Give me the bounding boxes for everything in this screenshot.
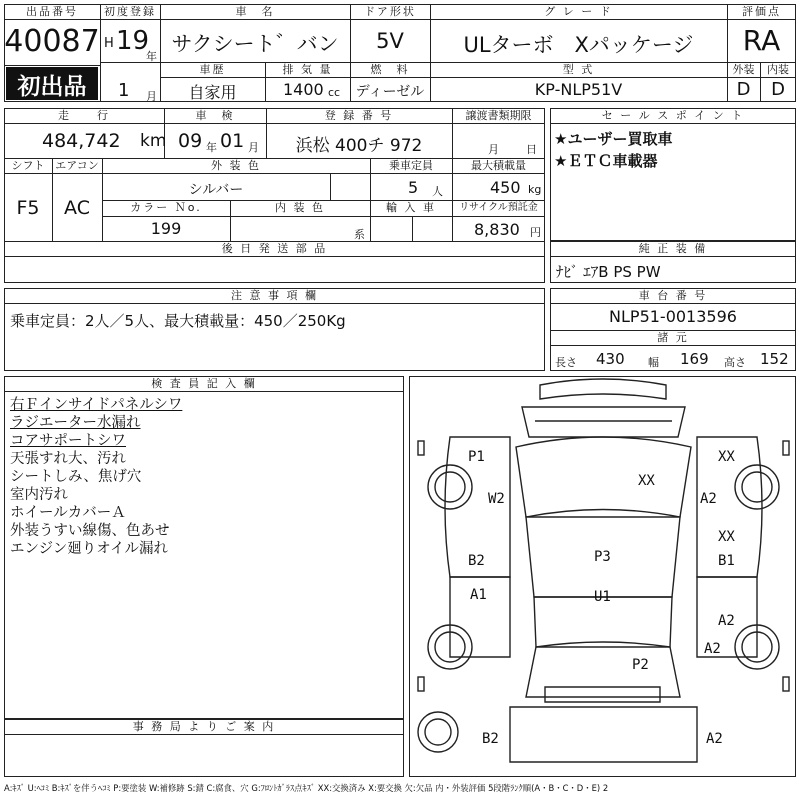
height-label: 高さ bbox=[724, 356, 746, 369]
recycle-unit: 円 bbox=[530, 226, 541, 239]
max-load: 450 bbox=[490, 178, 521, 197]
int-color-unit: 系 bbox=[354, 228, 365, 241]
exterior-label: 外装 bbox=[732, 63, 755, 76]
lot-no-label: 出品番号 bbox=[26, 5, 78, 18]
transfer-month-unit: 月 bbox=[488, 143, 499, 156]
mark-b1: B1 bbox=[718, 553, 735, 569]
sales-points-label: セ ー ル ス ポ イ ン ト bbox=[601, 109, 745, 122]
lot-no: 40087 bbox=[4, 24, 100, 59]
sales-point-item: ★ＥＴＣ車載器 bbox=[554, 152, 658, 170]
sales-point-item: ★ユーザー買取車 bbox=[554, 130, 673, 148]
door-label: ドア形状 bbox=[364, 5, 416, 18]
capacity-label: 乗車定員 bbox=[389, 159, 433, 172]
shift: F5 bbox=[16, 197, 40, 219]
equipment-value: ﾅﾋﾞ ｴｱB PS PW bbox=[556, 263, 661, 281]
capacity: 5 bbox=[408, 178, 419, 197]
interior-score: D bbox=[771, 79, 785, 100]
mark-a1: A1 bbox=[470, 587, 487, 603]
inspector-item: 外装うすい線傷、色あせ bbox=[10, 523, 170, 539]
mileage-label: 走 行 bbox=[58, 109, 110, 122]
mark-a2-r1: A2 bbox=[700, 491, 717, 507]
dims-label: 諸 元 bbox=[657, 331, 689, 344]
inspection-year-unit: 年 bbox=[206, 141, 217, 154]
notes-text: 乗車定員：2人／5人、最大積載量：450／250Kg bbox=[10, 312, 346, 330]
reg-no: 浜松 400チ 972 bbox=[295, 136, 423, 156]
score-label: 評価点 bbox=[742, 5, 781, 18]
recycle-label: リサイクル預託金 bbox=[459, 202, 538, 213]
first-listing-label: 初出品 bbox=[17, 74, 87, 100]
inspection-month: 01 bbox=[220, 130, 245, 152]
sales-points-list bbox=[554, 128, 672, 172]
inspector-item: ホイールカバーＡ bbox=[10, 505, 126, 521]
chassis-number: NLP51-0013596 bbox=[609, 307, 737, 326]
fuel: ディーゼル bbox=[355, 84, 425, 100]
notes-label: 注 意 事 項 欄 bbox=[231, 289, 318, 302]
height: 152 bbox=[760, 350, 789, 368]
legend: A:ｷｽﾞ U:ﾍｺﾐ B:ｷｽﾞを伴うﾍｺﾐ P:要塗装 W:補修跡 S:錆 C:腐食、穴 G:ﾌﾛﾝﾄｶﾞﾗｽ点ｷｽﾞ XX:交換済み X:要交換 欠:欠品 内・外装評価 5段階ﾗﾝｸ順(A・B・C・D・E) 2 bbox=[4, 783, 609, 793]
office-label: 事 務 局 よ り ご 案 内 bbox=[132, 720, 276, 733]
mark-w2: W2 bbox=[488, 491, 505, 507]
transfer-day-unit: 日 bbox=[526, 143, 537, 156]
first-reg-month: 1 bbox=[118, 80, 130, 101]
max-load-unit: kg bbox=[528, 183, 542, 196]
width-label: 幅 bbox=[648, 356, 659, 369]
inspector-item: 室内汚れ bbox=[10, 487, 68, 503]
width: 169 bbox=[680, 350, 709, 368]
fuel-label: 燃 料 bbox=[370, 63, 410, 76]
mark-xx-r2: XX bbox=[718, 529, 735, 545]
history: 自家用 bbox=[188, 83, 237, 102]
mark-u1: U1 bbox=[594, 589, 611, 605]
car-name-label: 車 名 bbox=[235, 5, 275, 18]
length: 430 bbox=[596, 350, 625, 368]
mark-a2-r3: A2 bbox=[704, 641, 721, 657]
model-label: 型 式 bbox=[562, 63, 595, 76]
mark-b2-left: B2 bbox=[468, 553, 485, 569]
import-label: 輸 入 車 bbox=[386, 201, 436, 214]
exterior-score: D bbox=[736, 79, 751, 100]
car-name: サクシート゛バン bbox=[171, 32, 339, 56]
int-color-label: 内 装 色 bbox=[275, 201, 325, 214]
grade-label: グ レ ー ド bbox=[544, 5, 613, 18]
mark-p2: P2 bbox=[632, 657, 649, 673]
history-label: 車歴 bbox=[199, 63, 226, 76]
ac-label: エアコン bbox=[55, 159, 99, 172]
inspection-label: 車 検 bbox=[195, 109, 235, 122]
inspector-item: シートしみ、焦げ穴 bbox=[10, 469, 142, 485]
car-outline-icon bbox=[410, 377, 796, 777]
mark-b2-bottom: B2 bbox=[482, 731, 499, 747]
mark-a2-bottom: A2 bbox=[706, 731, 723, 747]
max-load-label: 最大積載量 bbox=[471, 159, 526, 172]
inspection-month-unit: 月 bbox=[248, 141, 259, 154]
model: KP-NLP51V bbox=[534, 80, 623, 99]
inspector-item: コアサポートシワ bbox=[10, 433, 126, 449]
displacement-unit: cc bbox=[328, 86, 341, 99]
interior-label: 内装 bbox=[767, 63, 789, 76]
mileage: 484,742 bbox=[42, 130, 121, 152]
inspector-label: 検 査 員 記 入 欄 bbox=[151, 377, 257, 390]
mark-p3: P3 bbox=[594, 549, 611, 565]
mark-xx-center: XX bbox=[638, 473, 655, 489]
car-diagram bbox=[409, 376, 796, 777]
length-label: 長さ bbox=[555, 356, 577, 369]
color: シルバー bbox=[188, 182, 244, 198]
inspector-item: ラジエーター水漏れ bbox=[10, 415, 141, 431]
inspector-item: 右Ｆインサイドパネルシワ bbox=[10, 397, 183, 413]
door-type: 5V bbox=[376, 29, 404, 53]
transfer-label: 譲渡書類期限 bbox=[465, 109, 532, 122]
later-parts-label: 後 日 発 送 部 品 bbox=[221, 242, 328, 255]
mark-xx-tr: XX bbox=[718, 449, 735, 465]
first-reg-year: 19 bbox=[116, 26, 150, 56]
mark-a2-r2: A2 bbox=[718, 613, 735, 629]
inspection-year: 09 bbox=[178, 130, 203, 152]
chassis-label: 車 台 番 号 bbox=[638, 289, 708, 302]
reg-no-label: 登 録 番 号 bbox=[324, 109, 394, 122]
mileage-unit: km bbox=[140, 131, 167, 151]
displacement: 1400 bbox=[283, 80, 324, 99]
era: H bbox=[104, 36, 114, 51]
first-reg-label: 初度登録 bbox=[104, 5, 156, 18]
color-no: 199 bbox=[150, 219, 182, 238]
equipment-label: 純 正 装 備 bbox=[638, 242, 708, 255]
displacement-label: 排 気 量 bbox=[282, 63, 333, 76]
inspector-item: 天張すれ大、汚れ bbox=[10, 451, 126, 467]
first-reg-month-unit: 月 bbox=[146, 90, 157, 103]
mark-p1: P1 bbox=[468, 449, 485, 465]
inspector-list bbox=[10, 396, 182, 558]
inspector-item: エンジン廻りオイル漏れ bbox=[10, 541, 169, 557]
ac: AC bbox=[64, 197, 90, 219]
first-reg-year-unit: 年 bbox=[146, 50, 157, 63]
score: RA bbox=[742, 24, 781, 57]
shift-label: シフト bbox=[11, 159, 45, 172]
recycle: 8,830 bbox=[474, 220, 520, 239]
capacity-unit: 人 bbox=[432, 185, 443, 198]
grade: ULターボ Xパッケージ bbox=[463, 33, 694, 57]
color-no-label: カラー Ｎo. bbox=[130, 201, 202, 214]
color-label: 外 装 色 bbox=[211, 159, 261, 172]
